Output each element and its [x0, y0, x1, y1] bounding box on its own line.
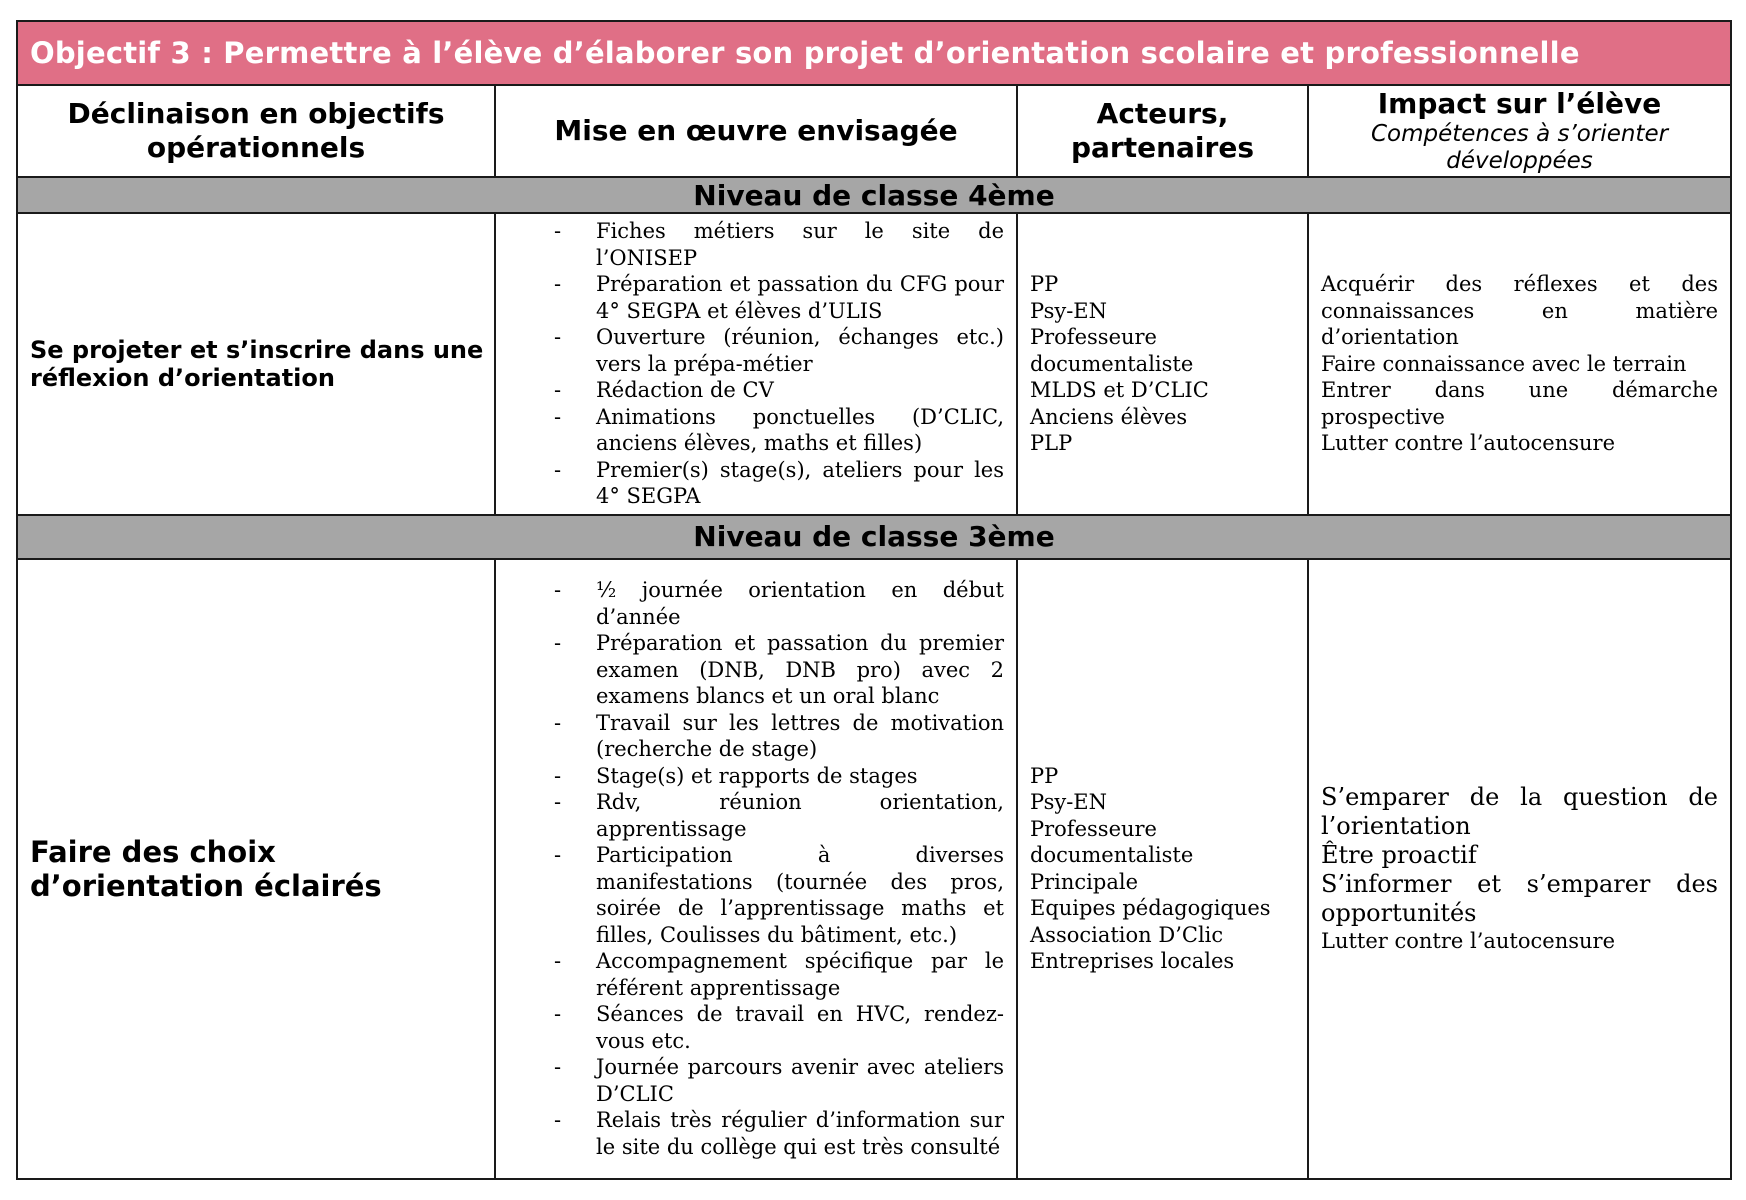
list-item: S’informer et s’emparer des opportunités — [1321, 869, 1718, 927]
list-item: PLP — [1030, 431, 1073, 455]
level-row-4eme — [17, 177, 1731, 213]
list-item: Entreprises locales — [1030, 949, 1235, 973]
mise-en-oeuvre-list — [496, 218, 1004, 510]
list-item: - Préparation et passation du premier examen (DNB, DNB pro) avec 2 examens blancs et un oral blanc — [496, 630, 1004, 710]
list-item: Être proactif — [1321, 840, 1477, 869]
list-item: - Relais très régulier d’information sur le site du collège qui est très consulté — [496, 1107, 1004, 1160]
header-row — [17, 85, 1731, 177]
list-item: - Animations ponctuelles (D’CLIC, anciens élèves, maths et filles) — [496, 404, 1004, 457]
acteurs-list — [1030, 763, 1307, 975]
list-item: Entrer dans une démarche prospective — [1321, 378, 1718, 429]
list-item: Acquérir des réflexes et des connaissances en matière d’orientation — [1321, 272, 1718, 349]
impact-list — [1321, 271, 1718, 457]
list-item: S’emparer de la question de l’orientation — [1321, 782, 1718, 840]
objective-cell: Se projeter et s’inscrire dans une réflexion d’orientation — [17, 213, 495, 515]
list-item: - Rédaction de CV — [496, 377, 1004, 404]
level-row-3eme — [17, 515, 1731, 559]
list-item: - Stage(s) et rapports de stages — [496, 763, 1004, 790]
header-objectifs: Déclinaison en objectifs opérationnels — [17, 85, 495, 177]
header-impact-subtitle: Compétences à s’orienter développées — [1370, 121, 1669, 174]
list-item: Principale — [1030, 869, 1138, 894]
header-impact — [1308, 85, 1731, 177]
acteurs-cell — [1017, 213, 1308, 515]
list-item: - Rdv, réunion orientation, apprentissage — [496, 789, 1004, 842]
mise-en-oeuvre-cell — [495, 559, 1017, 1179]
header-mise-en-oeuvre: Mise en œuvre envisagée — [495, 85, 1017, 177]
orientation-table — [16, 20, 1732, 1180]
list-item: - Accompagnement spécifique par le référent apprentissage — [496, 948, 1004, 1001]
mise-en-oeuvre-cell — [495, 213, 1017, 515]
list-item: PP — [1030, 272, 1059, 296]
list-item: PP — [1030, 763, 1059, 788]
list-item: - Participation à diverses manifestations (tournée des pros, soirée de l’apprentissage maths et filles, Coulisses du bâtiment, etc.) — [496, 842, 1004, 948]
list-item: Lutter contre l’autocensure — [1321, 431, 1615, 455]
impact-cell — [1308, 559, 1731, 1179]
list-item: Lutter contre l’autocensure — [1321, 928, 1615, 953]
list-item: - Ouverture (réunion, échanges etc.) vers la prépa-métier — [496, 324, 1004, 377]
level-label: Niveau de classe 3ème — [17, 515, 1731, 559]
list-item: - Préparation et passation du CFG pour 4° SEGPA et élèves d’ULIS — [496, 271, 1004, 324]
level-label: Niveau de classe 4ème — [17, 177, 1731, 213]
table-title: Objectif 3 : Permettre à l’élève d’élaborer son projet d’orientation scolaire et professionnelle — [17, 21, 1731, 85]
list-item: Professeure documentaliste — [1030, 325, 1194, 376]
impact-list — [1321, 783, 1718, 955]
list-item: - ½ journée orientation en début d’année — [496, 577, 1004, 630]
section-row-4eme — [17, 213, 1731, 515]
list-item: MLDS et D’CLIC — [1030, 378, 1209, 402]
impact-cell — [1308, 213, 1731, 515]
title-row — [17, 21, 1731, 85]
list-item: Anciens élèves — [1030, 404, 1188, 429]
acteurs-cell — [1017, 559, 1308, 1179]
objective-cell: Faire des choix d’orientation éclairés — [17, 559, 495, 1179]
list-item: Faire connaissance avec le terrain — [1321, 351, 1687, 376]
list-item: Psy-EN — [1030, 790, 1108, 814]
list-item: Association D’Clic — [1030, 922, 1224, 947]
mise-en-oeuvre-list — [496, 577, 1004, 1160]
acteurs-list — [1030, 271, 1307, 457]
header-impact-title: Impact sur l’élève — [1377, 87, 1662, 120]
list-item: - Travail sur les lettres de motivation (recherche de stage) — [496, 710, 1004, 763]
list-item: - Journée parcours avenir avec ateliers D’CLIC — [496, 1054, 1004, 1107]
list-item: - Fiches métiers sur le site de l’ONISEP — [496, 218, 1004, 271]
list-item: Equipes pédagogiques — [1030, 896, 1271, 920]
list-item: Professeure documentaliste — [1030, 816, 1194, 867]
list-item: Psy-EN — [1030, 298, 1108, 323]
list-item: - Séances de travail en HVC, rendez-vous etc. — [496, 1001, 1004, 1054]
header-acteurs: Acteurs, partenaires — [1017, 85, 1308, 177]
list-item: - Premier(s) stage(s), ateliers pour les 4° SEGPA — [496, 457, 1004, 510]
section-row-3eme — [17, 559, 1731, 1179]
